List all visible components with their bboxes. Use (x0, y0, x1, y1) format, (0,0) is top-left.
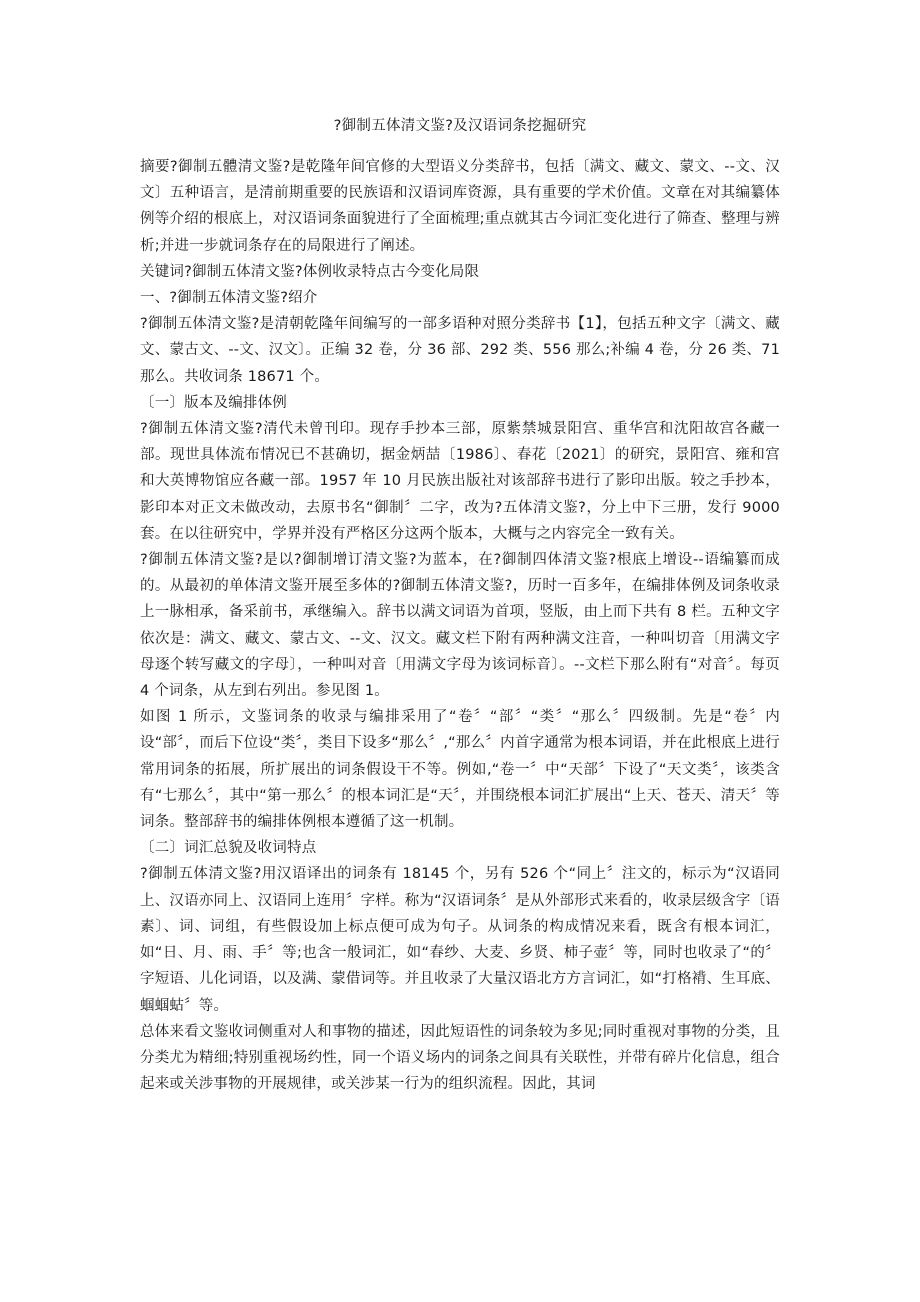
document-title: ?御制五体清文鉴?及汉语词条挖掘研究 (333, 118, 587, 134)
body-paragraph: ?御制五体清文鉴?清代未曾刊印。现存手抄本三部，原紫禁城景阳宫、重华宫和沈阳故宫各藏一部。现世具体流布情况已不甚确切，据金炳喆〔1986〕、春花〔2021〕的研究，景阳宫、雍和宫和大英博物馆应各藏一部。1957 年 10 月民族出版社对该部辞书进行了影印出版。较之手抄本，影印本对正文未做改动，去原书名“御制〞二字，改为?五体清文鉴?，分上中下三册，发行 9000 套。在以往研究中，学界并没有严格区分这两个版本，大概与之内容完全一致有关。 (140, 421, 780, 542)
body-paragraph: ?御制五体清文鉴?是清朝乾隆年间编写的一部多语种对照分类辞书【1】，包括五种文字〔满文、藏文、蒙古文、--文、汉文〕。正编 32 卷，分 36 部、292 类、556 那么;补编 4 卷，分 26 类、71 那么。共收词条 18671 个。 (140, 316, 780, 385)
subsection-heading-2: 〔二〕词汇总貌及收词特点 (140, 840, 317, 857)
keywords-line: 关键词?御制五体清文鉴?体例收录特点古今变化局限 (140, 263, 480, 280)
body-paragraph: ?御制五体清文鉴?用汉语译出的词条有 18145 个，另有 526 个“同上〞注文的，标示为“汉语同上、汉语亦同上、汉语同上连用〞字样。称为“汉语词条〞是从外部形式来看的，收录层级含字〔语素〕、词、词组，有些假设加上标点便可成为句子。从词条的构成情况来看，既含有根本词汇，如“日、月、雨、手〞等;也含一般词汇，如“春纱、大麦、乡贤、柿子壶〞等，同时也收录了“的〞字短语、儿化词语，以及满、蒙借词等。并且收录了大量汉语北方方言词汇，如“打格褙、生耳底、蝈蝈蛄〞等。 (140, 866, 780, 1014)
section-heading-1: 一、?御制五体清文鉴?绍介 (140, 290, 318, 307)
body-paragraph: ?御制五体清文鉴?是以?御制增订清文鉴?为蓝本，在?御制四体清文鉴?根底上增设--语编纂而成的。从最初的单体清文鉴开展至多体的?御制五体清文鉴?，历时一百多年，在编排体例及词条收录上一脉相承，备采前书，承继编入。辞书以满文词语为首项，竖版，由上而下共有 8 栏。五种文字依次是：满文、藏文、蒙古文、--文、汉文。藏文栏下附有两种满文注音，一种叫切音〔用满文字母逐个转写藏文的字母〕，一种叫对音〔用满文字母为该词标音〕。--文栏下那么附有“对音〞。每页 4 个词条，从左到右列出。参见图 1。 (140, 552, 780, 700)
subsection-heading-1: 〔一〕版本及编排体例 (140, 394, 287, 411)
body-paragraph: 总体来看文鉴收词侧重对人和事物的描述，因此短语性的词条较为多见;同时重视对事物的分类，且分类尤为精细;特别重视场约性，同一个语义场内的词条之间具有关联性，并带有碎片化信息，组合起来或关涉事物的开展规律，或关涉某一行为的组织流程。因此，其词 (140, 1023, 780, 1093)
abstract-paragraph: 摘要?御制五體清文鉴?是乾隆年间官修的大型语义分类辞书，包括〔满文、藏文、蒙文、--文、汉文〕五种语言，是清前期重要的民族语和汉语词库资源，具有重要的学术价值。文章在对其编纂体例等介绍的根底上，对汉语词条面貌进行了全面梳理;重点就其古今词汇变化进行了筛查、整理与辨析;并进一步就词条存在的局限进行了阐述。 (140, 159, 780, 254)
body-paragraph: 如图 1 所示，文鉴词条的收录与编排采用了“卷〞“部〞“类〞“那么〞四级制。先是“卷〞内设“部〞，而后下位设“类〞，类目下设多“那么〞,“那么〞内首字通常为根本词语，并在此根底上进行常用词条的拓展，所扩展出的词条假设干不等。例如,“卷一〞中“天部〞下设了“天文类〞，该类含有“七那么〞，其中“第一那么〞的根本词汇是“天〞，并围绕根本词汇扩展出“上天、苍天、清天〞等词条。整部辞书的编排体例根本遵循了这一机制。 (140, 709, 780, 831)
document-page (140, 112, 780, 1097)
